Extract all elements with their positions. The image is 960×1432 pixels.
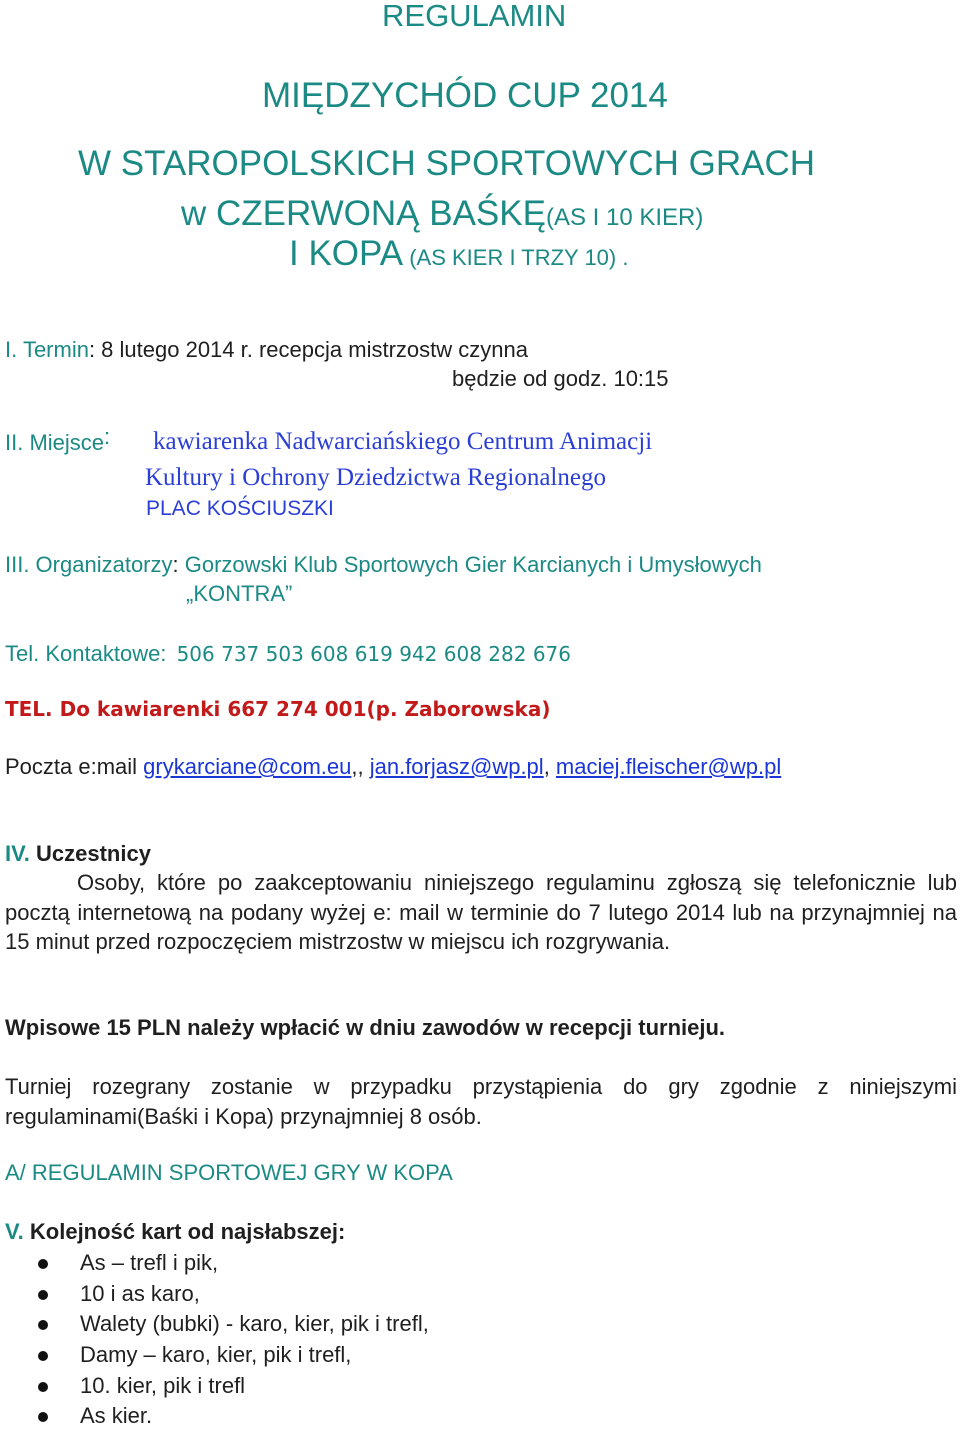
section-place-colon: :: [104, 424, 111, 449]
organizer-name-line-2: „KONTRA”: [186, 581, 293, 606]
email-link-2[interactable]: jan.forjasz@wp.pl: [369, 754, 544, 779]
place-line-2: Kultury i Ochrony Dziedzictwa Regionalnego: [145, 464, 606, 491]
section-term-prefix: I. Termin: [5, 337, 89, 362]
place-line-3: PLAC KOŚCIUSZKI: [146, 497, 334, 520]
section-term-text: : 8 lutego 2014 r. recepcja mistrzostw czynna: [88, 337, 528, 362]
card-order-prefix: V.: [5, 1219, 24, 1244]
list-item-text: Damy – karo, kier, pik i trefl,: [80, 1342, 352, 1368]
section-organizers: [5, 552, 762, 578]
subtitle-line-3: [289, 234, 628, 274]
cafe-phone: TEL. Do kawiarenki 667 274 001(p. Zaborowska): [5, 697, 551, 721]
email-label: Poczta e:mail: [5, 754, 144, 779]
list-item-text: As – trefl i pik,: [80, 1250, 219, 1275]
bullet-icon: [38, 1320, 48, 1330]
document-title: REGULAMIN: [382, 0, 567, 33]
email-separator-1: ,,: [351, 754, 370, 779]
subtitle-line-2-main: w CZERWONĄ BAŚKĘ: [181, 194, 546, 233]
kopa-rules-heading: A/ REGULAMIN SPORTOWEJ GRY W KOPA: [5, 1160, 453, 1185]
list-item: [0, 1401, 429, 1432]
contact-emails: [5, 754, 781, 780]
list-item: [0, 1340, 429, 1371]
section-participants-heading: [5, 841, 151, 867]
card-order-list: [0, 1248, 429, 1432]
place-line-1: kawiarenka Nadwarciańskiego Centrum Animacji: [153, 428, 653, 455]
tournament-condition: Turniej rozegrany zostanie w przypadku przystąpienia do gry zgodnie z niniejszymi regulaminami(Baśki i Kopa) przynajmniej 8 osób.: [5, 1074, 957, 1129]
bullet-icon: [38, 1382, 48, 1392]
entry-fee-note: Wpisowe 15 PLN należy wpłacić w dniu zawodów w recepcji turnieju.: [5, 1015, 726, 1040]
event-title: MIĘDZYCHÓD CUP 2014: [262, 76, 668, 115]
contact-phones-label: Tel. Kontaktowe:: [5, 641, 167, 666]
list-item: [0, 1248, 429, 1279]
subtitle-line-2: [181, 194, 703, 234]
section-place: [5, 424, 111, 456]
list-item: [0, 1309, 429, 1340]
section-participants-prefix: IV.: [5, 841, 30, 866]
section-organizers-colon: :: [172, 552, 179, 577]
card-order-heading: [5, 1219, 345, 1245]
list-item: [0, 1279, 429, 1310]
subtitle-line-1: W STAROPOLSKICH SPORTOWYCH GRACH: [78, 144, 816, 183]
list-item-text: 10. kier, pik i trefl: [80, 1372, 246, 1398]
section-term-line-2: będzie od godz. 10:15: [452, 366, 669, 391]
email-link-3[interactable]: maciej.fleischer@wp.pl: [555, 754, 782, 779]
section-term: [5, 337, 528, 363]
section-place-prefix: II. Miejsce: [5, 430, 105, 455]
list-item-text: As kier.: [80, 1403, 153, 1429]
subtitle-line-2-small: (AS I 10 KIER): [545, 204, 704, 231]
card-order-title: Kolejność kart od najsłabszej:: [23, 1219, 346, 1244]
list-item-text: Walety (bubki) - karo, kier, pik i trefl,: [80, 1311, 429, 1337]
contact-phones: [5, 641, 571, 667]
email-link-1[interactable]: grykarciane@com.eu: [143, 754, 352, 779]
bullet-icon: [38, 1259, 48, 1269]
contact-phones-numbers: 506 737 503 608 619 942 608 282 676: [176, 642, 571, 666]
section-organizers-prefix: III. Organizatorzy: [5, 552, 173, 577]
organizer-name: Gorzowski Klub Sportowych Gier Karcianych i Umysłowych: [178, 552, 762, 577]
list-item: [0, 1371, 429, 1402]
participants-paragraph: Osoby, które po zaakceptowaniu niniejszego regulaminu zgłoszą się telefonicznie lub pocztą internetową na podany wyżej e: mail w terminie do 7 lutego 2014 lub na przynajmniej na 15 minut przed rozpoczęciem mistrzostw w miejscu ich rozgrywania.: [5, 870, 957, 954]
email-separator-2: ,: [543, 754, 556, 779]
list-item-text: 10 i as karo,: [80, 1280, 200, 1306]
section-participants-title: Uczestnicy: [29, 841, 151, 866]
subtitle-line-3-main: I KOPA: [289, 234, 404, 273]
bullet-icon: [38, 1412, 48, 1422]
bullet-icon: [38, 1351, 48, 1361]
subtitle-line-3-small: (AS KIER I TRZY 10) .: [403, 245, 629, 270]
bullet-icon: [38, 1290, 48, 1300]
